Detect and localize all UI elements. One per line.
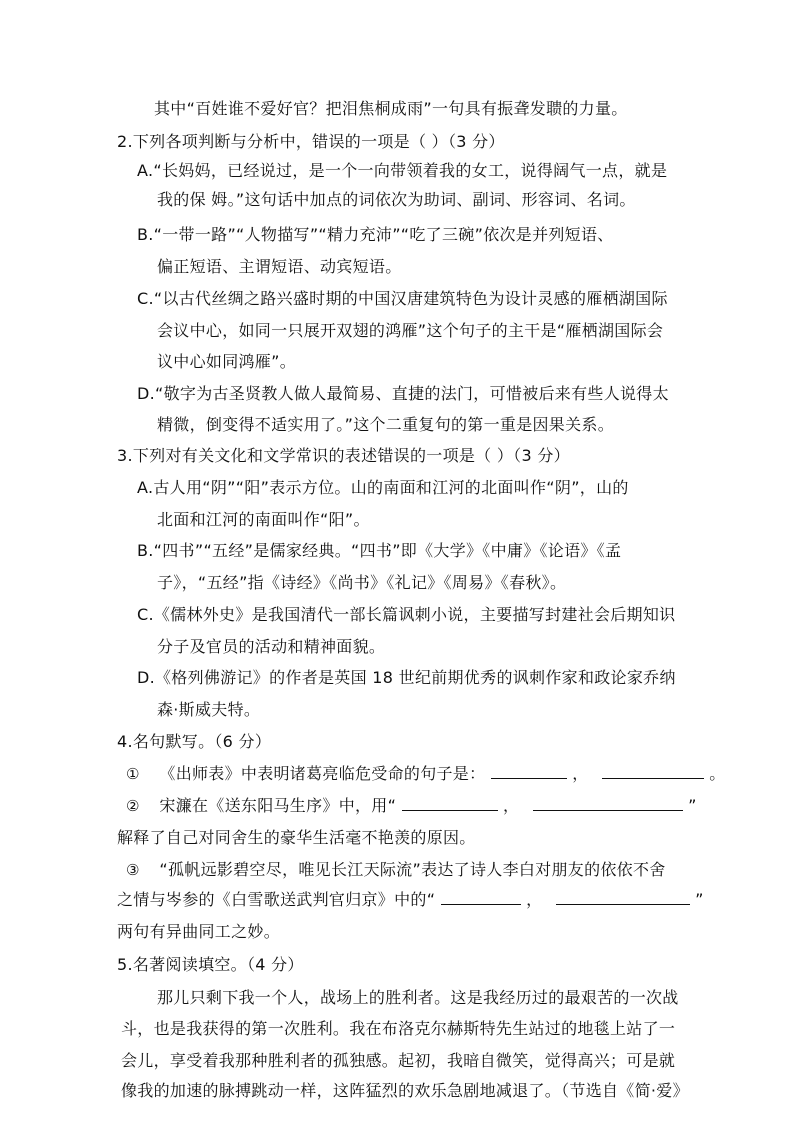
question-2-stem: 2.下列各项判断与分析中，错误的一项是（ ）（3 分） — [117, 132, 505, 151]
q5-passage-line3: 会儿，享受着我那种胜利者的孤独感。起初，我暗自微笑，觉得高兴；可是就 — [121, 1051, 676, 1070]
q2-option-c-line2: 会议中心，如同一只展开双翅的鸿雁”这个句子的主干是“雁栖湖国际会 — [157, 321, 664, 340]
item-3-prompt: “孤帆远影碧空尽，唯见长江天际流”表达了诗人李白对朋友的依依不舍 — [159, 860, 666, 879]
q2-option-c-line1: C.“以古代丝绸之路兴盛时期的中国汉唐建筑特色为设计灵感的雁栖湖国际 — [137, 289, 668, 308]
q3-option-a-line1: A.古人用“阴”“阳”表示方位。山的南面和江河的北面叫作“阴”，山的 — [137, 478, 629, 497]
answer-blank-1a[interactable] — [491, 764, 567, 779]
item-3-separator: ， — [526, 890, 543, 909]
item-3-marker: ③ — [126, 861, 140, 879]
q2-option-d-line1: D.“敬字为古圣贤教人做人最简易、直捷的法门，可惜被后来有些人说得太 — [137, 384, 669, 403]
q2-option-c-line3: 议中心如同鸿雁”。 — [157, 352, 296, 371]
item-2-marker: ② — [126, 797, 140, 815]
q3-option-d-line2: 森·斯威夫特。 — [157, 700, 261, 719]
answer-blank-2a[interactable] — [402, 796, 498, 811]
q2-option-b-line2: 偏正短语、主谓短语、动宾短语。 — [157, 257, 402, 276]
answer-blank-2b[interactable] — [533, 796, 683, 811]
question-4-stem: 4.名句默写。（6 分） — [117, 732, 272, 751]
item-1-marker: ① — [126, 765, 140, 783]
item-1-prompt: 《出师表》中表明诸葛亮临危受命的句子是： — [159, 764, 486, 783]
answer-blank-3b[interactable] — [556, 890, 690, 905]
q2-option-a-line2: 我的保 姆。”这句话中加点的词依次为助词、副词、形容词、名词。 — [157, 190, 636, 209]
q3-option-b-line2: 子》，“五经”指《诗经》《尚书》《礼记》《周易》《春秋》。 — [157, 573, 567, 592]
item-2-separator: ， — [502, 796, 520, 815]
q3-option-c-line2: 分子及官员的活动和精神面貌。 — [157, 637, 386, 656]
q4-item-3-line2 — [117, 890, 704, 910]
item-3-end: ” — [695, 890, 704, 909]
q3-option-b-line1: B.“四书”“五经”是儒家经典。“四书”即《大学》《中庸》《论语》《孟 — [137, 541, 622, 560]
question-5-stem: 5.名著阅读填空。（4 分） — [117, 955, 304, 974]
answer-blank-1b[interactable] — [602, 764, 704, 779]
q2-option-a-line1: A.“长妈妈，已经说过，是一个一向带领着我的女工，说得阔气一点，就是 — [137, 161, 668, 180]
item-1-separator: ， — [572, 764, 589, 783]
q4-item-1 — [126, 764, 726, 784]
q3-option-d-line1: D.《格列佛游记》的作者是英国 18 世纪前期优秀的讽刺作家和政论家乔纳 — [137, 668, 676, 687]
q1-closing-line: 其中“百姓谁不爱好官？把泪焦桐成雨”一句具有振聋发聩的力量。 — [154, 99, 628, 118]
q5-passage-line1: 那儿只剩下我一个人，战场上的胜利者。这是我经历过的最艰苦的一次战 — [157, 988, 679, 1007]
q4-item-2 — [126, 796, 697, 816]
q2-option-d-line2: 精微，倒变得不适实用了。”这个二重复句的第一重是因果关系。 — [157, 415, 614, 434]
q5-passage-line4: 像我的加速的脉搏跳动一样，这阵猛烈的欢乐急剧地减退了。（节选自《简·爱》 — [121, 1081, 689, 1100]
q2-option-b-line1: B.“一带一路”“人物描写”“精力充沛”“吃了三碗”依次是并列短语、 — [137, 225, 614, 244]
q4-item-3 — [126, 860, 666, 880]
item-2-end: ” — [688, 796, 697, 815]
item-3-line2-text: 之情与岑参的《白雪歌送武判官归京》中的“ — [117, 890, 436, 909]
item-2-prompt: 宋濂在《送东阳马生序》中，用“ — [159, 796, 397, 815]
q4-item-3-line3: 两句有异曲同工之妙。 — [117, 922, 281, 941]
item-1-end: 。 — [709, 764, 726, 783]
question-3-stem: 3.下列对有关文化和文学常识的表述错误的一项是（ ）（3 分） — [117, 446, 570, 465]
answer-blank-3a[interactable] — [441, 890, 521, 905]
q5-passage-line2: 斗，也是我获得的第一次胜利。我在布洛克尔赫斯特先生站过的地毯上站了一 — [121, 1019, 676, 1038]
q3-option-c-line1: C.《儒林外史》是我国清代一部长篇讽刺小说，主要描写封建社会后期知识 — [137, 605, 676, 624]
q3-option-a-line2: 北面和江河的南面叫作“阳”。 — [157, 510, 370, 529]
q4-item-2-line2: 解释了自己对同舍生的豪华生活毫不艳羡的原因。 — [117, 828, 476, 847]
